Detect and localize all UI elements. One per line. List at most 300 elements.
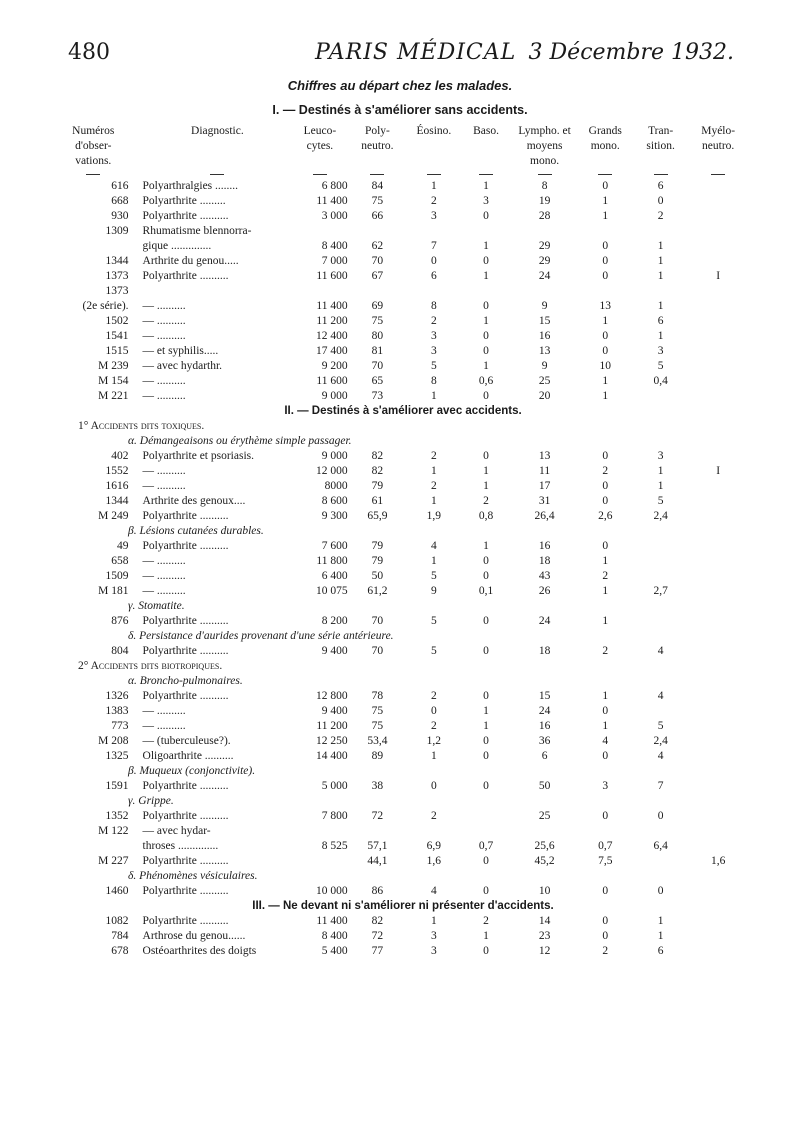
header-rule xyxy=(479,174,493,175)
cell-poly: 70 xyxy=(371,645,384,657)
column-header-lym: Lympho. et moyens mono. xyxy=(518,125,571,167)
cell-gra: 0 xyxy=(602,240,609,252)
cell-eos: 1 xyxy=(430,915,437,927)
cell-tra: 0,4 xyxy=(653,375,668,387)
column-header-eos: Éosino. xyxy=(416,125,452,137)
cell-lym: 25 xyxy=(538,375,551,387)
cell-baso: 0 xyxy=(483,645,489,657)
cell-diag: Polyarthrite .......... xyxy=(142,210,229,222)
cell-num xyxy=(58,839,133,854)
cell-baso xyxy=(460,224,511,239)
cell-baso: 1 xyxy=(483,540,489,552)
cell-leuco: 9 000 xyxy=(321,450,348,462)
table-row xyxy=(58,779,748,794)
cell-diag: — .......... xyxy=(142,390,186,402)
cell-tra: 2,4 xyxy=(653,735,668,747)
cell-eos: 1 xyxy=(430,390,437,402)
cell-baso: 0 xyxy=(483,300,489,312)
cell-baso: 0 xyxy=(483,615,489,627)
cell-tra: 0 xyxy=(657,195,664,207)
cell-gra: 2,6 xyxy=(598,510,613,522)
cell-diag: Ostéoarthrites des doigts xyxy=(142,945,257,957)
header-rule xyxy=(711,174,725,175)
cell-leuco: 8 600 xyxy=(321,495,348,507)
cell-leuco: 8 400 xyxy=(321,240,348,252)
column-header-tra: Tran- sition. xyxy=(646,125,675,152)
cell-diag: Polyarthralgies ........ xyxy=(142,180,239,192)
cell-lym: 16 xyxy=(538,330,551,342)
cell-baso: 2 xyxy=(483,495,489,507)
cell-num: 1344 xyxy=(105,255,129,267)
cell-lym: 19 xyxy=(538,195,551,207)
cell-eos: 3 xyxy=(430,210,437,222)
section-3-title-text: III. — Ne devant ni s'améliorer ni présenter d'accidents. xyxy=(252,900,554,912)
cell-lym: 9 xyxy=(541,300,548,312)
cell-eos: 5 xyxy=(430,615,437,627)
cell-lym xyxy=(512,284,578,299)
cell-eos: 1,9 xyxy=(426,510,442,522)
cell-diag: — .......... xyxy=(142,555,186,567)
cell-mye xyxy=(688,209,748,224)
cell-gra: 0 xyxy=(602,705,609,717)
cell-lym: 13 xyxy=(538,345,551,357)
cell-leuco: 17 400 xyxy=(315,345,348,357)
group-title xyxy=(58,764,748,779)
cell-tra: 1 xyxy=(657,330,664,342)
cell-tra: 1 xyxy=(657,915,664,927)
cell-lym: 36 xyxy=(538,735,551,747)
cell-mye xyxy=(688,449,748,464)
cell-tra: 2,4 xyxy=(653,510,668,522)
cell-tra: 1 xyxy=(657,465,664,477)
cell-baso: 1 xyxy=(483,270,489,282)
subsection-title-text: 1° Accidents dits toxiques. xyxy=(78,420,205,432)
cell-gra: 1 xyxy=(602,195,609,207)
cell-eos: 8 xyxy=(430,300,437,312)
cell-mye xyxy=(688,614,748,629)
cell-poly: 61,2 xyxy=(367,585,388,597)
cell-diag: Oligoarthrite .......... xyxy=(142,750,234,762)
cell-eos: 5 xyxy=(430,360,437,372)
cell-num: 668 xyxy=(111,195,129,207)
cell-gra: 13 xyxy=(599,300,612,312)
cell-leuco: 11 400 xyxy=(316,195,348,207)
cell-diag: Polyarthrite .......... xyxy=(142,270,229,282)
cell-lym: 8 xyxy=(541,180,548,192)
column-header-poly: Poly- neutro. xyxy=(361,125,394,152)
cell-poly: 79 xyxy=(371,555,384,567)
cell-lym: 43 xyxy=(538,570,551,582)
cell-lym: 16 xyxy=(538,540,551,552)
cell-num: 1616 xyxy=(105,480,129,492)
group-title-text: α. Démangeaisons ou érythème simple passager. xyxy=(128,435,352,447)
cell-mye xyxy=(688,749,748,764)
cell-poly: 62 xyxy=(371,240,384,252)
cell-tra xyxy=(633,824,688,839)
cell-diag: Polyarthrite .......... xyxy=(142,780,229,792)
cell-gra: 0 xyxy=(602,180,609,192)
cell-mye xyxy=(688,374,748,389)
table-row xyxy=(58,224,748,239)
cell-mye xyxy=(688,734,748,749)
table-row xyxy=(58,329,748,344)
cell-tra: 3 xyxy=(657,450,664,462)
cell-tra: 0 xyxy=(657,885,664,897)
cell-diag: Polyarthrite .......... xyxy=(142,510,229,522)
cell-poly: 57,1 xyxy=(367,840,388,852)
cell-mye xyxy=(688,224,748,239)
cell-diag: — .......... xyxy=(142,705,186,717)
cell-lym: 20 xyxy=(538,390,551,402)
cell-mye: I xyxy=(716,465,721,477)
cell-poly: 75 xyxy=(371,720,384,732)
cell-tra: 1 xyxy=(657,300,664,312)
cell-leuco: 12 800 xyxy=(315,690,348,702)
cell-poly xyxy=(348,824,408,839)
journal-title: PARIS MÉDICAL xyxy=(315,40,517,65)
cell-diag: Polyarthrite ......... xyxy=(142,195,226,207)
section-2-title xyxy=(58,404,748,419)
cell-gra xyxy=(578,824,633,839)
cell-eos: 3 xyxy=(430,330,437,342)
section-1-title: I. — Destinés à s'améliorer sans accidents. xyxy=(272,103,528,117)
cell-poly: 78 xyxy=(371,690,384,702)
cell-lym: 24 xyxy=(538,705,551,717)
cell-mye xyxy=(688,344,748,359)
cell-poly: 79 xyxy=(371,480,384,492)
cell-poly: 84 xyxy=(371,180,384,192)
column-header-diag: Diagnostic. xyxy=(191,125,244,137)
table-row xyxy=(58,284,748,299)
table-row xyxy=(58,884,748,899)
cell-num: M 227 xyxy=(98,855,129,867)
group-title xyxy=(58,869,748,884)
cell-num: 678 xyxy=(111,945,129,957)
table-row xyxy=(58,719,748,734)
cell-mye: 1,6 xyxy=(710,855,726,867)
column-header-num: Numéros d'obser- vations. xyxy=(72,125,115,167)
cell-leuco: 11 600 xyxy=(316,375,348,387)
cell-diag: Arthrite des genoux.... xyxy=(142,495,246,507)
header-rule xyxy=(370,174,384,175)
subsection-title xyxy=(58,659,748,674)
cell-tra: 1 xyxy=(657,270,664,282)
subsection-title-text: 2° Accidents dits biotropiques. xyxy=(78,660,223,672)
table-row xyxy=(58,494,748,509)
cell-num: 1373 xyxy=(105,270,129,282)
cell-eos: 2 xyxy=(430,450,437,462)
cell-baso: 1 xyxy=(483,315,489,327)
cell-leuco: 7 600 xyxy=(321,540,348,552)
cell-lym xyxy=(512,824,578,839)
table-row xyxy=(58,359,748,374)
cell-mye xyxy=(688,719,748,734)
cell-gra: 2 xyxy=(602,570,609,582)
table-row xyxy=(58,824,748,839)
cell-lym: 9 xyxy=(541,360,548,372)
group-title xyxy=(58,434,748,449)
cell-poly: 72 xyxy=(371,930,384,942)
cell-baso: 3 xyxy=(483,195,489,207)
table-row xyxy=(58,479,748,494)
table-row xyxy=(58,689,748,704)
cell-num: 616 xyxy=(111,180,129,192)
header-rule xyxy=(598,174,612,175)
cell-mye xyxy=(688,284,748,299)
cell-num: (2e série). xyxy=(82,300,129,312)
cell-mye xyxy=(688,359,748,374)
cell-lym: 29 xyxy=(538,255,551,267)
cell-lym: 11 xyxy=(539,465,551,477)
cell-baso: 0,7 xyxy=(478,840,494,852)
table-row xyxy=(58,614,748,629)
cell-baso: 1 xyxy=(483,180,489,192)
cell-diag: — .......... xyxy=(142,585,186,597)
cell-tra: 4 xyxy=(657,750,664,762)
table-row xyxy=(58,644,748,659)
cell-baso: 1 xyxy=(483,705,489,717)
cell-diag: — .......... xyxy=(142,720,186,732)
cell-leuco xyxy=(292,284,347,299)
cell-mye xyxy=(688,689,748,704)
cell-leuco xyxy=(292,824,347,839)
cell-baso: 1 xyxy=(483,480,489,492)
cell-gra: 0 xyxy=(602,345,609,357)
cell-poly: 67 xyxy=(371,270,384,282)
cell-num: M 221 xyxy=(98,390,129,402)
cell-diag: Arthrite du genou..... xyxy=(142,255,239,267)
cell-leuco: 8 200 xyxy=(321,615,348,627)
cell-tra: 2 xyxy=(657,210,664,222)
cell-lym: 13 xyxy=(538,450,551,462)
cell-mye xyxy=(688,329,748,344)
cell-baso: 0 xyxy=(483,555,489,567)
cell-poly xyxy=(348,224,408,239)
cell-mye xyxy=(688,824,748,839)
cell-tra: 1 xyxy=(657,255,664,267)
cell-poly: 86 xyxy=(371,885,384,897)
header-rule xyxy=(86,174,100,175)
cell-mye xyxy=(688,554,748,569)
cell-tra xyxy=(633,854,688,869)
cell-leuco: 11 400 xyxy=(316,915,348,927)
issue-date: 3 Décembre 1932. xyxy=(528,40,734,65)
cell-eos: 9 xyxy=(430,585,437,597)
group-title-text: δ. Persistance d'aurides provenant d'une série antérieure. xyxy=(128,630,394,642)
cell-lym: 6 xyxy=(541,750,548,762)
cell-leuco: 11 200 xyxy=(316,720,348,732)
section-3-title xyxy=(58,899,748,914)
cell-mye xyxy=(688,509,748,524)
cell-eos: 1,6 xyxy=(426,855,442,867)
cell-lym: 24 xyxy=(538,270,551,282)
cell-mye xyxy=(688,194,748,209)
cell-tra: 1 xyxy=(657,480,664,492)
cell-eos: 0 xyxy=(430,780,437,792)
cell-diag: Polyarthrite .......... xyxy=(142,540,229,552)
table-row xyxy=(58,809,748,824)
cell-gra: 0 xyxy=(602,330,609,342)
cell-lym: 18 xyxy=(538,645,551,657)
cell-leuco: 9 200 xyxy=(321,360,348,372)
cell-num: 804 xyxy=(111,645,129,657)
cell-mye xyxy=(688,644,748,659)
cell-baso: 0 xyxy=(483,570,489,582)
cell-poly: 61 xyxy=(371,495,384,507)
cell-diag: — avec hydar- xyxy=(142,825,211,837)
cell-tra: 3 xyxy=(657,345,664,357)
cell-mye xyxy=(688,584,748,599)
cell-mye xyxy=(688,704,748,719)
cell-gra: 1 xyxy=(602,210,609,222)
cell-eos: 3 xyxy=(430,930,437,942)
cell-leuco: 12 250 xyxy=(315,735,348,747)
group-title xyxy=(58,674,748,689)
cell-num: 1325 xyxy=(105,750,129,762)
cell-num: 1515 xyxy=(105,345,129,357)
cell-lym: 23 xyxy=(538,930,551,942)
cell-gra: 2 xyxy=(602,945,609,957)
cell-gra: 1 xyxy=(602,390,609,402)
cell-baso: 0,6 xyxy=(478,375,494,387)
group-title-text: γ. Grippe. xyxy=(128,795,174,807)
table-row xyxy=(58,704,748,719)
cell-poly: 50 xyxy=(371,570,384,582)
cell-baso: 0 xyxy=(483,330,489,342)
cell-gra: 0 xyxy=(602,810,609,822)
cell-baso: 0 xyxy=(483,345,489,357)
cell-poly: 82 xyxy=(371,915,384,927)
cell-baso: 1 xyxy=(483,240,489,252)
cell-baso: 1 xyxy=(483,720,489,732)
cell-baso: 0 xyxy=(483,450,489,462)
cell-lym: 17 xyxy=(538,480,551,492)
cell-poly: 70 xyxy=(371,255,384,267)
cell-lym: 31 xyxy=(538,495,551,507)
cell-mye: I xyxy=(716,270,721,282)
cell-eos: 4 xyxy=(430,885,437,897)
table-row xyxy=(58,929,748,944)
cell-diag: Polyarthrite .......... xyxy=(142,810,229,822)
group-title-text: β. Muqueux (conjonctivite). xyxy=(128,765,256,777)
cell-gra: 0 xyxy=(602,495,609,507)
cell-eos: 4 xyxy=(430,540,437,552)
cell-baso: 1 xyxy=(483,465,489,477)
cell-gra: 0 xyxy=(602,270,609,282)
table-row xyxy=(58,749,748,764)
cell-leuco: 11 600 xyxy=(316,270,348,282)
cell-leuco: 8000 xyxy=(324,480,348,492)
cell-tra: 5 xyxy=(657,495,664,507)
header-rule xyxy=(427,174,441,175)
cell-mye xyxy=(688,299,748,314)
table-row xyxy=(58,269,748,284)
cell-poly: 53,4 xyxy=(367,735,388,747)
cell-leuco: 7 000 xyxy=(321,255,348,267)
cell-tra: 0 xyxy=(657,810,664,822)
header-rule xyxy=(313,174,327,175)
cell-diag: — et syphilis..... xyxy=(142,345,219,357)
cell-gra: 1 xyxy=(602,555,609,567)
cell-gra: 0 xyxy=(602,540,609,552)
cell-lym: 25,6 xyxy=(534,840,555,852)
cell-poly: 72 xyxy=(371,810,384,822)
cell-leuco: 12 000 xyxy=(315,465,348,477)
cell-diag: Polyarthrite .......... xyxy=(142,915,229,927)
column-header-gra: Grands mono. xyxy=(588,125,622,152)
cell-baso xyxy=(460,809,511,824)
cell-leuco: 9 000 xyxy=(321,390,348,402)
cell-diag: — .......... xyxy=(142,375,186,387)
cell-lym: 14 xyxy=(538,915,551,927)
column-header-leuco: Leuco- cytes. xyxy=(303,125,337,152)
cell-diag: — .......... xyxy=(142,480,186,492)
cell-diag: throses .............. xyxy=(142,840,219,852)
group-title-text: β. Lésions cutanées durables. xyxy=(128,525,264,537)
blood-count-table xyxy=(58,124,748,959)
cell-baso: 0 xyxy=(483,945,489,957)
cell-gra: 1 xyxy=(602,375,609,387)
cell-num: 1502 xyxy=(105,315,129,327)
table-row xyxy=(58,344,748,359)
header-dash-row xyxy=(58,169,748,179)
cell-diag: Polyarthrite .......... xyxy=(142,855,229,867)
cell-leuco: 11 400 xyxy=(316,300,348,312)
cell-leuco: 10 000 xyxy=(315,885,348,897)
cell-baso: 0 xyxy=(483,255,489,267)
cell-poly: 75 xyxy=(371,315,384,327)
cell-poly: 75 xyxy=(371,705,384,717)
cell-num: 930 xyxy=(111,210,129,222)
cell-diag: gique .............. xyxy=(142,240,212,252)
cell-poly: 44,1 xyxy=(367,855,388,867)
cell-leuco: 11 200 xyxy=(316,315,348,327)
cell-num: M 249 xyxy=(98,510,129,522)
header-rule xyxy=(210,174,224,175)
cell-eos xyxy=(407,224,460,239)
cell-eos: 2 xyxy=(430,195,437,207)
cell-num: 1552 xyxy=(105,465,129,477)
cell-mye xyxy=(688,239,748,254)
cell-poly: 65,9 xyxy=(367,510,388,522)
column-header-mye: Myélo- neutro. xyxy=(701,125,736,152)
cell-lym: 15 xyxy=(538,690,551,702)
cell-mye xyxy=(688,314,748,329)
table-row xyxy=(58,914,748,929)
cell-lym: 16 xyxy=(538,720,551,732)
cell-eos: 6,9 xyxy=(426,840,442,852)
cell-gra: 7,5 xyxy=(598,855,613,867)
cell-poly: 80 xyxy=(371,330,384,342)
cell-poly: 81 xyxy=(371,345,384,357)
cell-leuco: 12 400 xyxy=(315,330,348,342)
cell-mye xyxy=(688,569,748,584)
cell-tra xyxy=(633,539,688,554)
group-title xyxy=(58,794,748,809)
cell-tra: 5 xyxy=(657,360,664,372)
table-row xyxy=(58,389,748,404)
cell-mye xyxy=(688,779,748,794)
cell-lym: 25 xyxy=(538,810,551,822)
section-2-title-text: II. — Destinés à s'améliorer avec accidents. xyxy=(284,405,522,417)
cell-mye xyxy=(688,389,748,404)
group-title-text: δ. Phénomènes vésiculaires. xyxy=(128,870,258,882)
table-row xyxy=(58,209,748,224)
cell-poly: 38 xyxy=(371,780,384,792)
table-row xyxy=(58,374,748,389)
cell-lym: 15 xyxy=(538,315,551,327)
cell-tra: 6 xyxy=(657,315,664,327)
